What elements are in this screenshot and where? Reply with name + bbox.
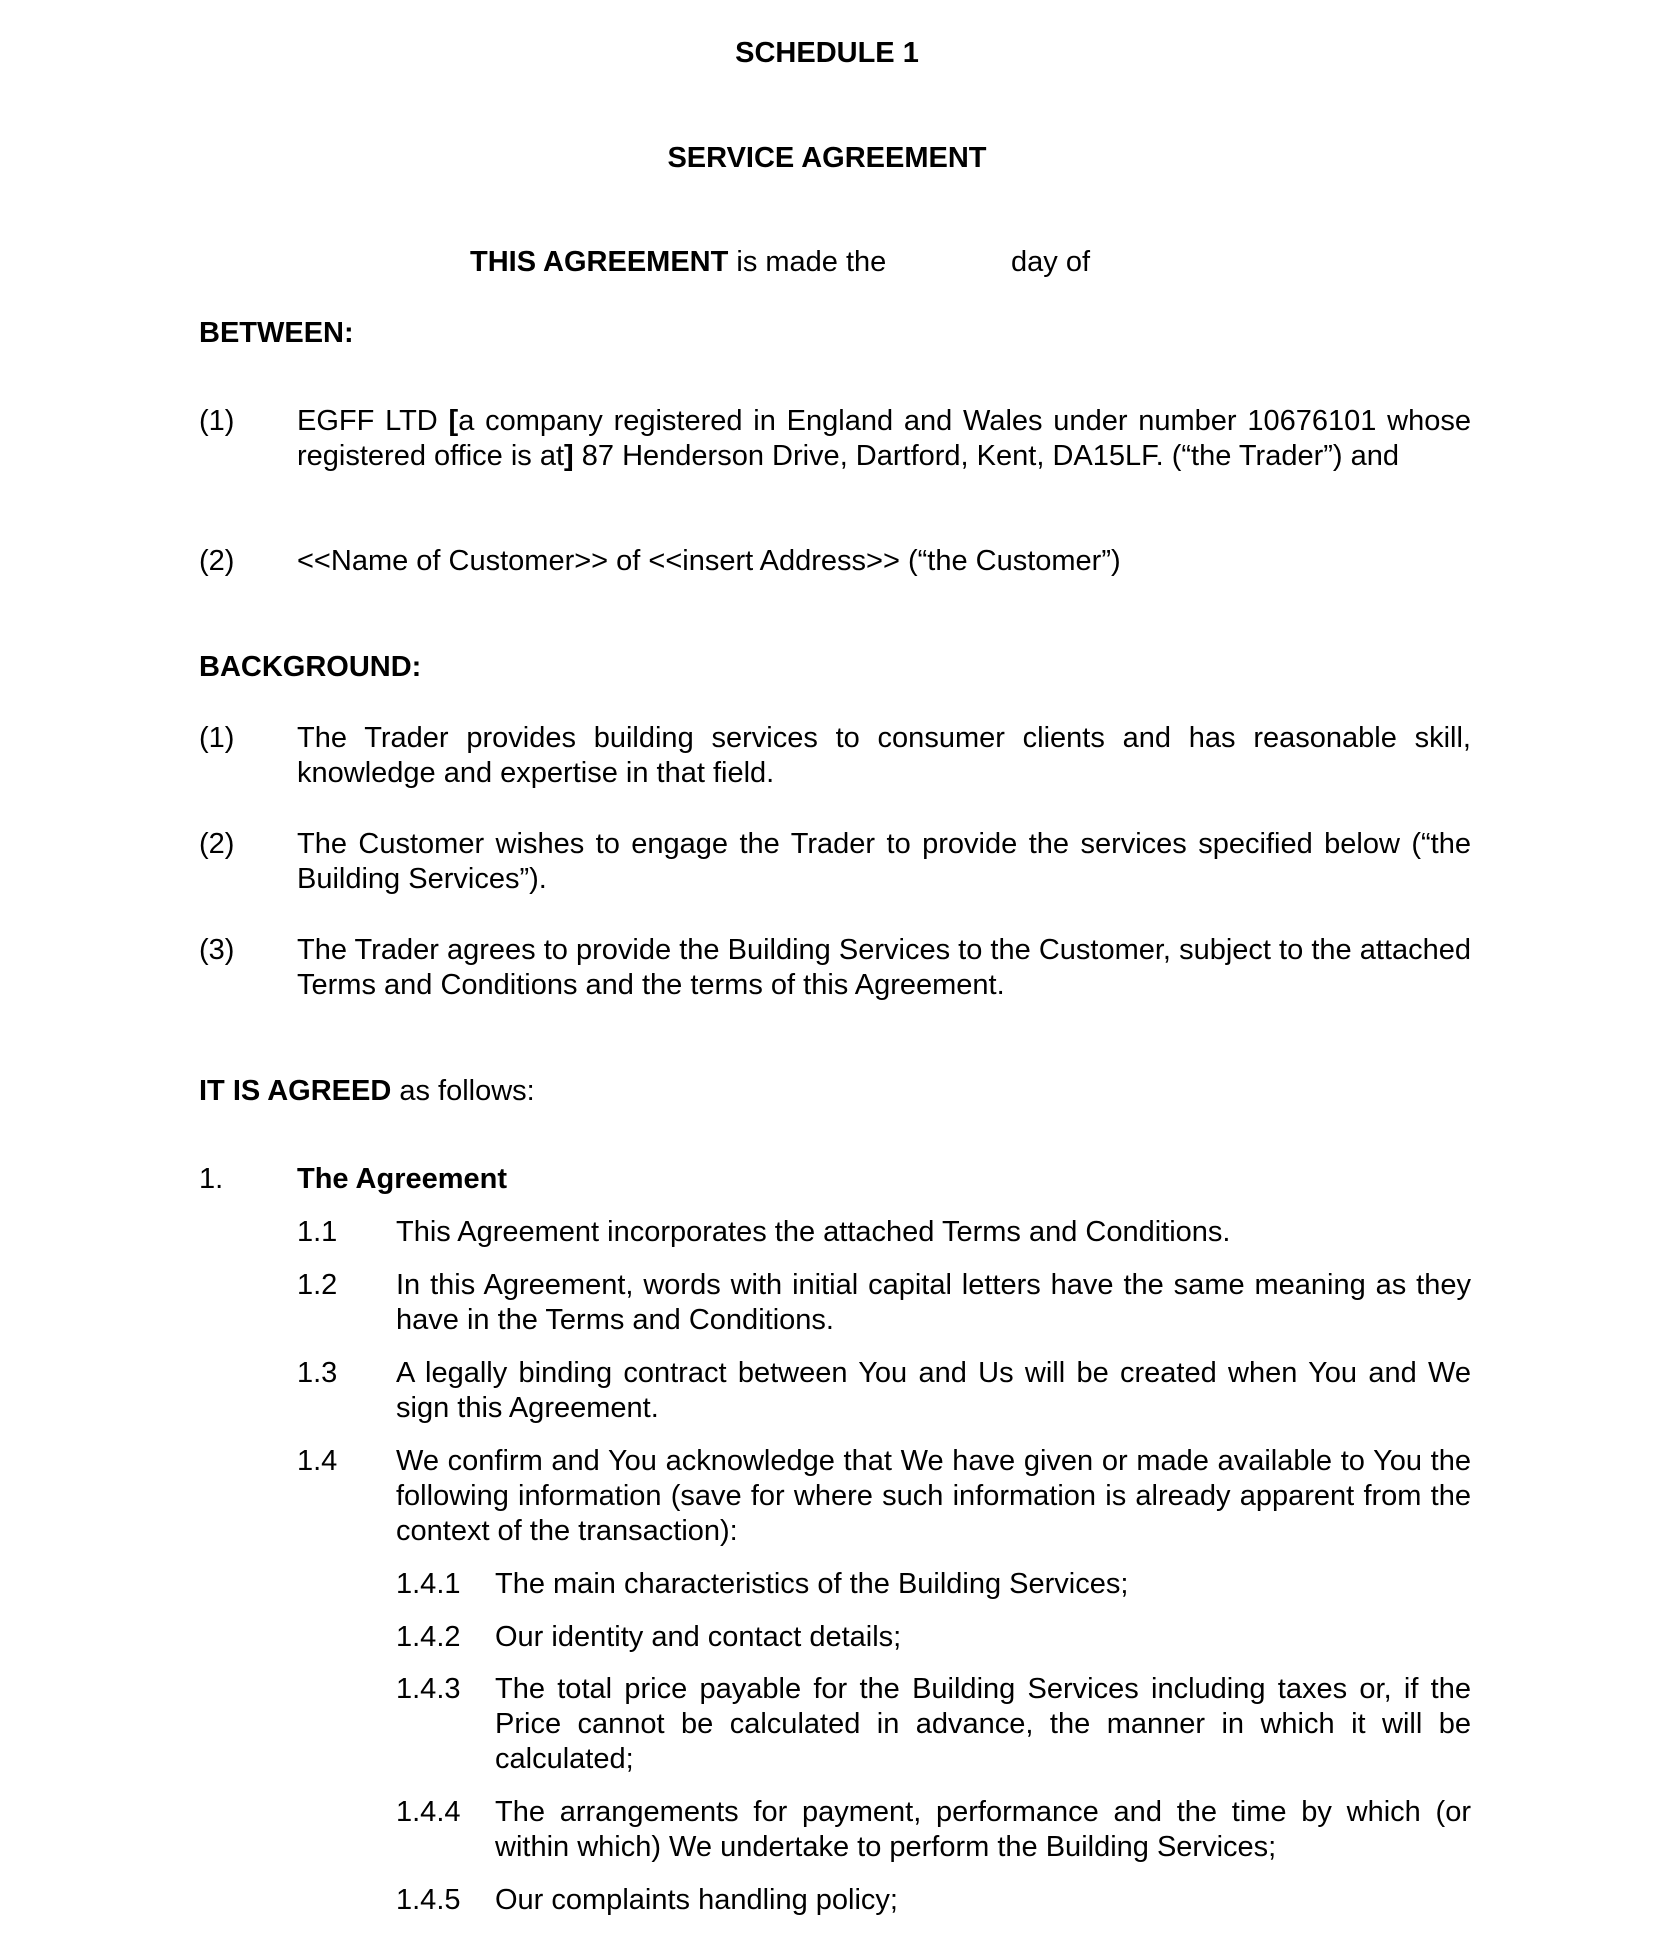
- subclause-number: 1.4.5: [396, 1884, 461, 1916]
- subclause-text: The arrangements for payment, performance and the time by which (or within which) We undertake to perform the Building Services;: [495, 1796, 1471, 1863]
- intro-day-of: day of: [1011, 246, 1090, 278]
- subclause-number: 1.4.1: [396, 1568, 461, 1600]
- intro-made: is made the: [728, 246, 887, 278]
- bracket-close: ]: [564, 440, 574, 472]
- subclause-text: Our identity and contact details;: [495, 1621, 902, 1653]
- clause-text: In this Agreement, words with initial capital letters have the same meaning as they have in the Terms and Conditions.: [396, 1269, 1471, 1336]
- background-label: (1): [199, 722, 235, 754]
- schedule-heading: SCHEDULE 1: [735, 37, 919, 69]
- subclause-text: The main characteristics of the Building Services;: [495, 1568, 1129, 1600]
- party-trader: [297, 404, 1471, 474]
- background-item: The Trader provides building services to consumer clients and has reasonable skill, knowledge and expertise in that field.: [297, 722, 1471, 789]
- agreed-bold: IT IS AGREED: [199, 1075, 392, 1107]
- section-number: 1.: [199, 1163, 224, 1195]
- between-heading: BETWEEN:: [199, 317, 354, 349]
- intro-bold: THIS AGREEMENT: [470, 246, 729, 278]
- subclause-number: 1.4.3: [396, 1673, 461, 1705]
- trader-details: a company registered in England and Wales under number 10676101 whose registered office is at: [297, 405, 1472, 472]
- party-label: (1): [199, 405, 235, 437]
- party-customer: <<Name of Customer>> of <<insert Address>> (“the Customer”): [297, 545, 1121, 577]
- agreement-intro: [470, 245, 886, 280]
- clause-number: 1.3: [297, 1357, 338, 1389]
- subclause-number: 1.4.2: [396, 1621, 461, 1653]
- bracket-open: [: [448, 405, 459, 437]
- background-heading: BACKGROUND:: [199, 651, 422, 683]
- background-label: (2): [199, 828, 235, 860]
- clause-text: We confirm and You acknowledge that We have given or made available to You the following information (save for where such information is already apparent from the context of the transaction):: [396, 1445, 1471, 1547]
- background-item: The Customer wishes to engage the Trader to provide the services specified below (“the Building Services”).: [297, 828, 1471, 895]
- background-item: The Trader agrees to provide the Building Services to the Customer, subject to the attached Terms and Conditions and the terms of this Agreement.: [297, 934, 1471, 1001]
- subclause-number: 1.4.4: [396, 1796, 461, 1828]
- clause-text: A legally binding contract between You and Us will be created when You and We sign this Agreement.: [396, 1357, 1471, 1424]
- trader-name: EGFF LTD: [297, 405, 449, 437]
- clause-text: This Agreement incorporates the attached Terms and Conditions.: [396, 1216, 1231, 1248]
- clause-number: 1.1: [297, 1216, 338, 1248]
- agreed-line: [199, 1074, 535, 1109]
- background-label: (3): [199, 934, 235, 966]
- subclause-text: The total price payable for the Building Services including taxes or, if the Price cannot be calculated in advance, the manner in which it will be calculated;: [495, 1673, 1471, 1775]
- clause-number: 1.2: [297, 1269, 338, 1301]
- trader-address: 87 Henderson Drive, Dartford, Kent, DA15LF. (“the Trader”) and: [573, 440, 1399, 472]
- subclause-text: Our complaints handling policy;: [495, 1884, 898, 1916]
- section-title: The Agreement: [297, 1163, 508, 1195]
- document-title: SERVICE AGREEMENT: [667, 142, 987, 174]
- party-label: (2): [199, 545, 235, 577]
- clause-number: 1.4: [297, 1445, 338, 1477]
- agreed-rest: as follows:: [391, 1075, 535, 1107]
